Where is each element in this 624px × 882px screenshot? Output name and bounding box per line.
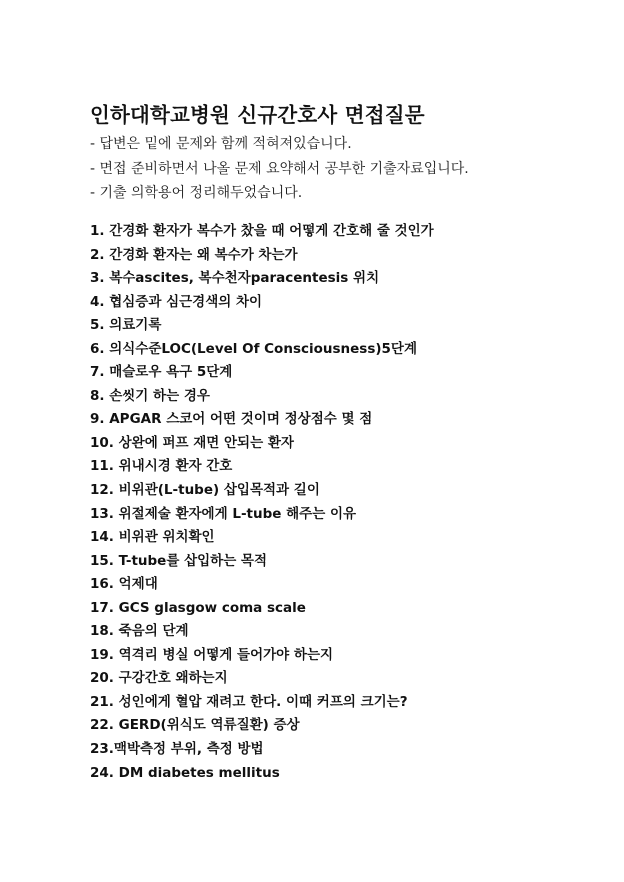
question-item: 5. 의료기록 [90,317,162,334]
note-item: - 답변은 밑에 문제와 함께 적혀져있습니다. [90,136,352,152]
question-item: 13. 위절제술 환자에게 L-tube 해주는 이유 [90,505,357,522]
question-item: 4. 협심증과 심근경색의 차이 [90,293,263,310]
question-item: 16. 억제대 [90,576,158,593]
question-item: 2. 간경화 환자는 왜 복수가 차는가 [90,246,298,263]
question-item: 7. 매슬로우 욕구 5단계 [90,364,233,381]
document-title: 인하대학교병원 신규간호사 면접질문 [90,103,425,127]
note-item: - 면접 준비하면서 나올 문제 요약해서 공부한 기출자료입니다. [90,160,469,177]
question-item: 11. 위내시경 환자 간호 [90,458,233,475]
question-item: 12. 비위관(L-tube) 삽입목적과 길이 [90,482,320,499]
question-item: 21. 성인에게 혈압 재려고 한다. 이때 커프의 크기는? [90,693,408,710]
notes-list [90,132,469,206]
question-item: 23.맥박측정 부위, 측정 방법 [90,741,264,758]
question-item: 24. DM diabetes mellitus [90,764,280,781]
question-item: 20. 구강간호 왜하는지 [90,670,228,687]
question-item: 8. 손씻기 하는 경우 [90,387,210,404]
question-item: 18. 죽음의 단계 [90,623,189,640]
question-item: 14. 비위관 위치확인 [90,529,215,546]
question-item: 1. 간경화 환자가 복수가 찼을 때 어떻게 간호해 줄 것인가 [90,223,434,239]
question-item: 6. 의식수준LOC(Level Of Consciousness)5단계 [90,340,418,357]
question-item: 17. GCS glasgow coma scale [90,599,306,616]
question-item: 19. 역격리 병실 어떻게 들어가야 하는지 [90,646,334,663]
note-item: - 기출 의학용어 정리해두었습니다. [90,185,303,201]
question-list [90,220,434,785]
question-item: 15. T-tube를 삽입하는 목적 [90,552,268,569]
question-item: 22. GERD(위식도 역류질환) 증상 [90,717,300,734]
question-item: 10. 상완에 퍼프 재면 안되는 환자 [90,434,294,451]
question-item: 9. APGAR 스코어 어떤 것이며 정상점수 몇 점 [90,411,373,428]
question-item: 3. 복수ascites, 복수천자paracentesis 위치 [90,270,380,287]
